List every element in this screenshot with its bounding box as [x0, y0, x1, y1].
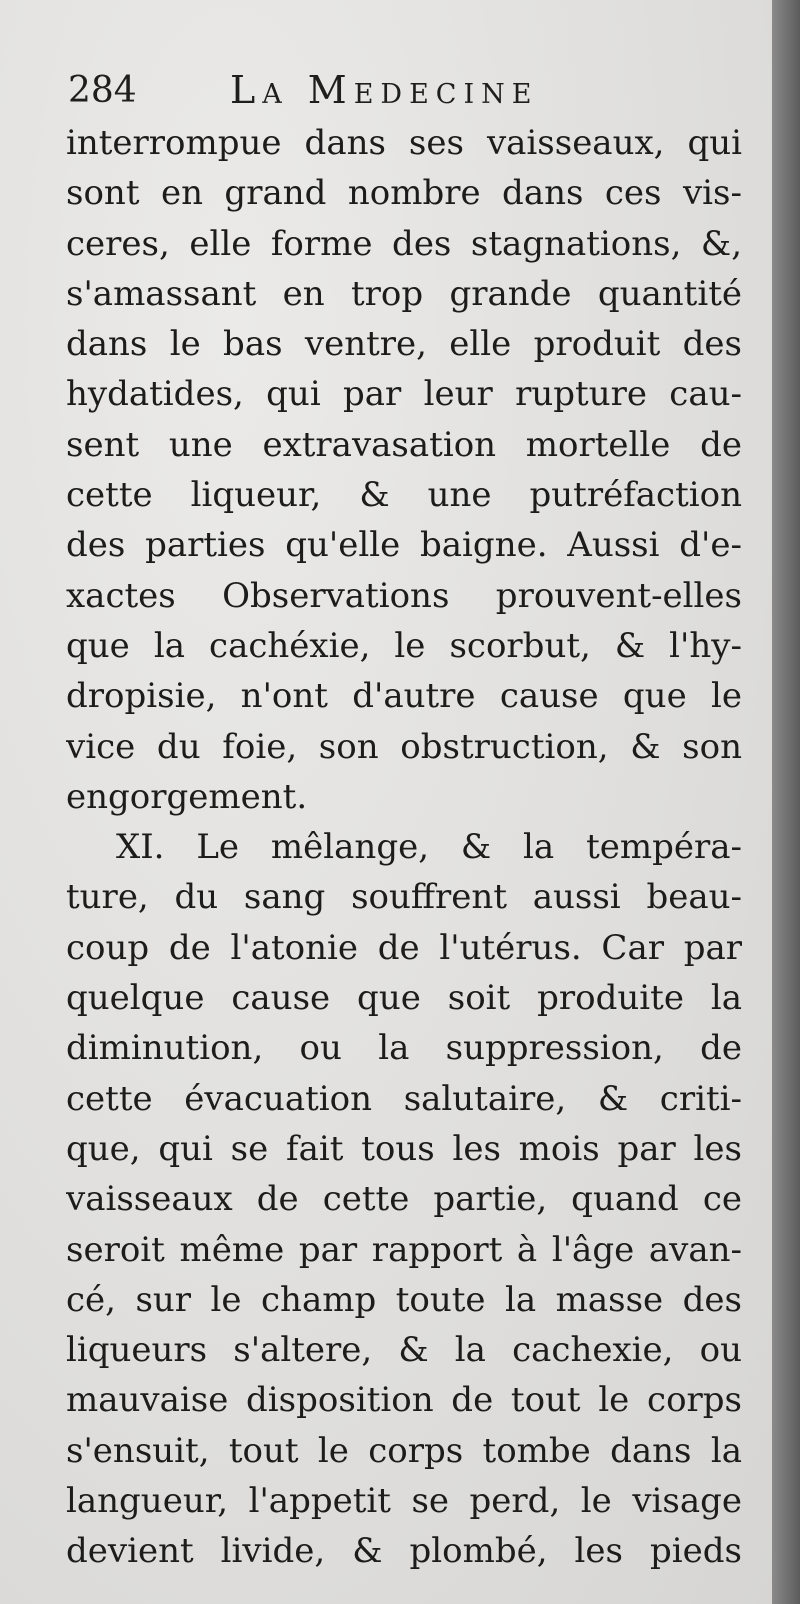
page-edge-shadow [772, 0, 800, 1604]
text-line: interrompue dans ses vaisseaux, qui [66, 123, 742, 163]
text-line: liqueurs s'altere, & la cachexie, ou [66, 1330, 742, 1371]
text-line: cette liqueur, & une putréfaction [66, 475, 742, 516]
page-header [68, 62, 728, 122]
text-line: que la cachéxie, le scorbut, & l'hy- [66, 625, 742, 666]
paragraph-start-line: XI. Le mêlange, & la tempéra- [116, 827, 742, 868]
text-line: que, qui se fait tous les mois par les [66, 1128, 742, 1169]
text-line: mauvaise disposition de tout le corps [66, 1380, 742, 1421]
text-line: ceres, elle forme des stagnations, &, [66, 223, 742, 264]
text-line: coup de l'atonie de l'utérus. Car par [66, 927, 742, 968]
text-line: dans le bas ventre, elle produit des [66, 324, 742, 365]
page-number: 284 [68, 70, 137, 111]
text-line: s'ensuit, tout le corps tombe dans la [66, 1430, 742, 1471]
text-line: ture, du sang souffrent aussi beau- [66, 877, 742, 918]
text-line: xactes Observations prouvent-elles [66, 575, 742, 616]
text-line: dropisie, n'ont d'autre cause que le [66, 676, 742, 717]
text-line: seroit même par rapport à l'âge avan- [66, 1229, 742, 1270]
text-line: hydatides, qui par leur rupture cau- [66, 374, 742, 415]
text-line: vice du foie, son obstruction, & son [66, 726, 742, 767]
text-line: cette évacuation salutaire, & criti- [66, 1078, 742, 1119]
text-line: quelque cause que soit produite la [66, 978, 742, 1019]
text-line: cé, sur le champ toute la masse des [66, 1279, 742, 1320]
text-line: des parties qu'elle baigne. Aussi d'e- [66, 525, 742, 566]
text-line: devient livide, & plombé, les pieds [66, 1531, 742, 1572]
body-text [66, 118, 742, 1577]
text-line: s'amassant en trop grande quantité [66, 273, 742, 314]
text-line: vaisseaux de cette partie, quand ce [66, 1179, 742, 1220]
text-line: sont en grand nombre dans ces vis- [66, 173, 742, 214]
text-line: sent une extravasation mortelle de [66, 424, 742, 465]
text-line: diminution, ou la suppression, de [66, 1028, 742, 1069]
running-title: La Medecine [230, 68, 539, 112]
paragraph-end-line: engorgement. [66, 776, 308, 817]
text-line: langueur, l'appetit se perd, le visage [66, 1481, 742, 1522]
